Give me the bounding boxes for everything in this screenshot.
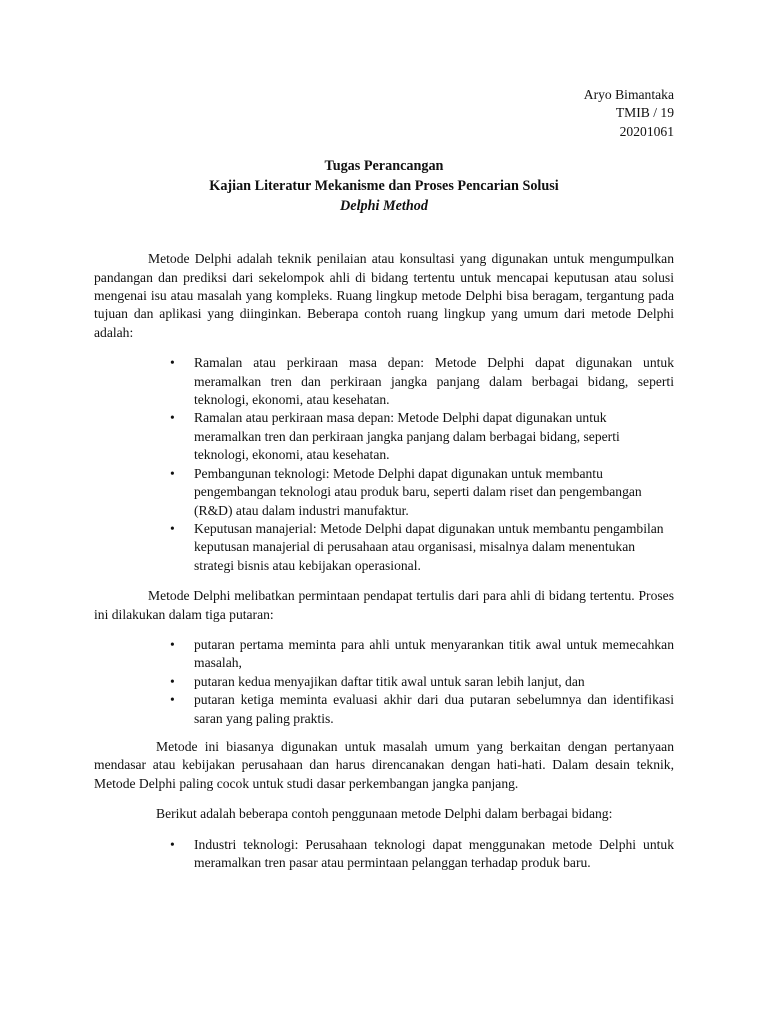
title-line-2: Kajian Literatur Mekanisme dan Proses Pencarian Solusi — [209, 178, 559, 195]
list-item: • Ramalan atau perkiraan masa depan: Metode Delphi dapat digunakan untuk meramalkan tren dan perkiraan jangka panjang dalam berbagai bidang, seperti teknologi, ekonomi, atau kesehatan. — [170, 354, 674, 409]
title-line-1: Tugas Perancangan — [324, 158, 444, 175]
paragraph-usage: Metode ini biasanya digunakan untuk masalah umum yang berkaitan dengan pertanyaan mendasar atau kebijakan perusahaan dan harus direncanakan dengan hati-hati. Dalam desain teknik, Metode Delphi paling cocok untuk studi dasar perkembangan jangka panjang. — [94, 738, 674, 791]
rounds-list — [170, 636, 674, 728]
paragraph-intro: Metode Delphi adalah teknik penilaian atau konsultasi yang digunakan untuk mengumpulkan pandangan dan prediksi dari sekelompok ahli di bidang tertentu untuk mencapai keputusan atau solusi mengenai isu atau masalah yang kompleks. Ruang lingkup metode Delphi bisa beragam, tergantung pada tujuan dan aplikasi yang diinginkan. Beberapa contoh ruang lingkup yang umum dari metode Delphi adalah: — [94, 251, 674, 340]
list-item: • putaran kedua menyajikan daftar titik awal untuk saran lebih lanjut, dan — [170, 673, 674, 691]
list-item: • Pembangunan teknologi: Metode Delphi dapat digunakan untuk membantu pengembangan teknologi atau produk baru, seperti dalam riset dan pengembangan (R&D) atau dalam industri manufaktur. — [170, 465, 674, 520]
list-item: • Keputusan manajerial: Metode Delphi dapat digunakan untuk membantu pengambilan keputusan manajerial di perusahaan atau organisasi, misalnya dalam menentukan strategi bisnis atau kebijakan operasional. — [170, 520, 674, 575]
title-line-3: Delphi Method — [340, 198, 428, 215]
author-block — [94, 86, 674, 141]
scope-list — [170, 354, 674, 575]
list-item: • Ramalan atau perkiraan masa depan: Metode Delphi dapat digunakan untuk meramalkan tren dan perkiraan jangka panjang dalam berbagai bidang, seperti teknologi, ekonomi, atau kesehatan. — [170, 409, 674, 464]
list-item: • Industri teknologi: Perusahaan teknologi dapat menggunakan metode Delphi untuk meramalkan tren pasar atau permintaan pelanggan terhadap produk baru. — [170, 836, 674, 873]
list-item: • putaran pertama meminta para ahli untuk menyarankan titik awal untuk memecahkan masalah, — [170, 636, 674, 673]
author-name: Aryo Bimantaka — [583, 87, 674, 102]
author-student-id: 20201061 — [619, 123, 674, 139]
list-item: • putaran ketiga meminta evaluasi akhir dari dua putaran sebelumnya dan identifikasi saran yang paling praktis. — [170, 691, 674, 728]
paragraph-process: Metode Delphi melibatkan permintaan pendapat tertulis dari para ahli di bidang tertentu. Proses ini dilakukan dalam tiga putaran: — [94, 588, 674, 622]
author-class: TMIB / 19 — [615, 105, 674, 121]
paragraph-examples-intro: Berikut adalah beberapa contoh penggunaan metode Delphi dalam berbagai bidang: — [156, 806, 613, 822]
document-page — [94, 86, 674, 872]
examples-list — [170, 836, 674, 873]
title-block — [94, 156, 674, 216]
